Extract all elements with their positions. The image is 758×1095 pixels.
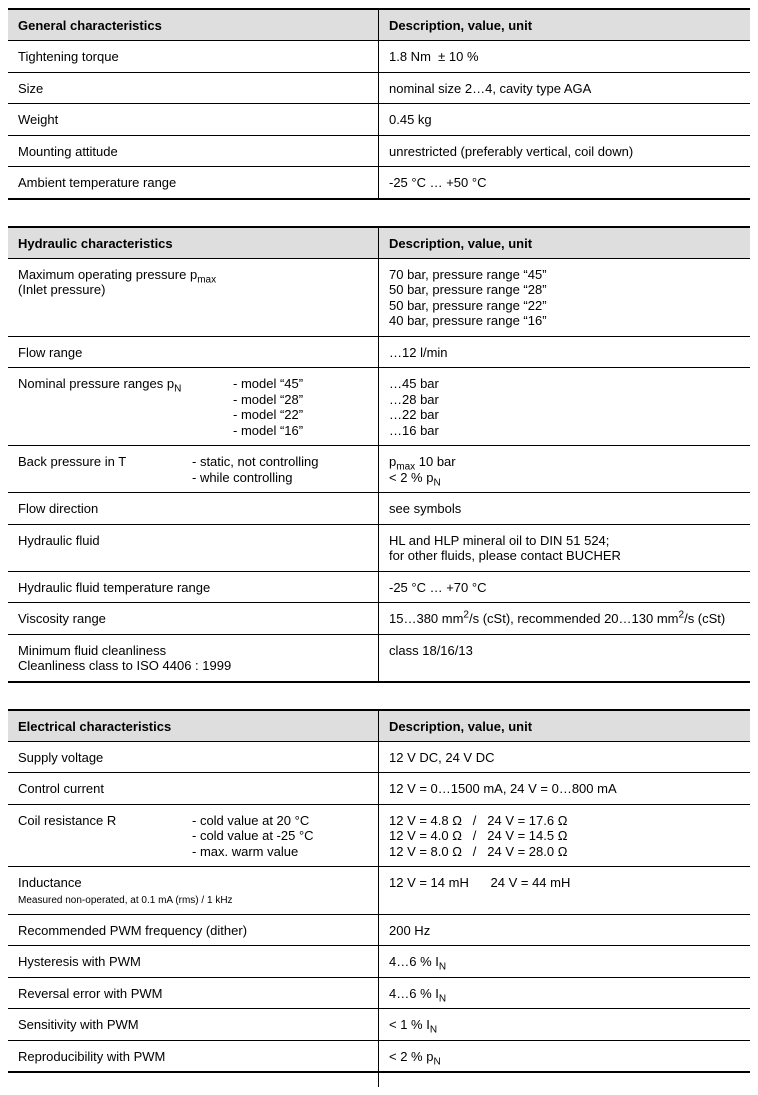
table-row (8, 1009, 750, 1041)
property-label: Mounting attitude (18, 143, 118, 159)
property-label: Back pressure in T - static, not controlling - while controlling (18, 454, 319, 485)
property-value: 12 V DC, 24 V DC (389, 749, 495, 765)
property-value: -25 °C … +50 °C (389, 175, 487, 190)
property-value: …12 l/min (389, 344, 448, 360)
property-label: Hysteresis with PWM (18, 954, 141, 969)
general-characteristics-table (8, 8, 750, 200)
table-row (8, 446, 750, 493)
property-label: Reproducibility with PWM (18, 1048, 166, 1064)
sub-label: - model “16” (233, 422, 304, 438)
table-header-row (8, 228, 750, 259)
property-value: 4…6 % $I_N$ (378, 946, 750, 977)
property-value: -25 °C … +70 °C (389, 579, 487, 595)
property-value: HL and HLP mineral oil to DIN 51 524; for other fluids, please contact BUCHER (378, 525, 750, 571)
property-label: Flow direction (18, 501, 99, 516)
sub-label: - while controlling (192, 469, 293, 485)
property-value: see symbols (389, 501, 462, 516)
property-label: Supply voltage (18, 749, 104, 765)
property-label: Nominal pressure ranges $p_N$ - model “45” - model “28” - model “22” - model “16” (18, 376, 304, 438)
property-value: 70 bar, pressure range “45” 50 bar, pressure range “28” 50 bar, pressure range “22” 40 bar, pressure range “16” (378, 259, 750, 336)
table-row (8, 136, 750, 168)
table-header-row (8, 711, 750, 742)
property-value: $p_{max}$ 10 bar < 2 % $p_N$ (378, 446, 750, 492)
table-row (8, 867, 750, 915)
electrical-characteristics-table (8, 709, 750, 1074)
table-header-row (8, 10, 750, 41)
table-row (8, 259, 750, 337)
sub-label: - max. warm value (192, 843, 299, 859)
property-label: Ambient temperature range (18, 175, 177, 190)
sub-label: - cold value at 20 °C (192, 812, 310, 828)
table-row (8, 773, 750, 805)
table-row (8, 572, 750, 604)
table-row (8, 337, 750, 369)
property-value: 12 V = 0…1500 mA, 24 V = 0…800 mA (389, 781, 617, 796)
property-label: Inductance Measured non-operated, at 0.1 mA (rms) / 1 kHz (8, 867, 378, 914)
property-value: 200 Hz (389, 922, 431, 938)
property-label: Recommended PWM frequency (dither) (18, 922, 248, 938)
property-value: 15…380 $mm^2/s$ (cSt), recommended 20…130 $mm^2/s$ (cSt) (378, 603, 750, 634)
hydraulic-characteristics-table (8, 226, 750, 683)
property-label: Size (18, 80, 44, 96)
table-header-property: General characteristics (18, 18, 162, 33)
property-value: 0.45 kg (389, 112, 432, 127)
property-value: 1.8 Nm ± 10 % (389, 49, 479, 64)
property-label: Flow range (18, 344, 83, 360)
property-label: Coil resistance R - cold value at 20 °C - cold value at -25 °C - max. warm value (18, 812, 314, 859)
table-header-value: Description, value, unit (378, 10, 750, 40)
table-header-property: Hydraulic characteristics (18, 235, 173, 251)
table-header-property: Electrical characteristics (18, 718, 172, 734)
property-label: Minimum fluid cleanliness Cleanliness class to ISO 4406 : 1999 (18, 642, 232, 673)
table-row (8, 41, 750, 73)
table-row (8, 167, 750, 198)
property-value: 12 V = 4.8 Ω / 24 V = 17.6 Ω 12 V = 4.0 Ω / 24 V = 14.5 Ω 12 V = 8.0 Ω / 24 V = 28.0 Ω (378, 805, 750, 867)
table-row (8, 805, 750, 868)
sub-label: - model “22” (233, 407, 304, 422)
table-row (8, 915, 750, 947)
table-row (8, 525, 750, 572)
property-value: nominal size 2…4, cavity type AGA (389, 80, 592, 96)
property-value: 4…6 % $I_N$ (378, 978, 750, 1009)
property-label: Hydraulic fluid (18, 532, 100, 548)
sub-label: - static, not controlling (192, 454, 319, 469)
table-header-value: Description, value, unit (378, 228, 750, 258)
property-value: < 1 % $I_N$ (378, 1009, 750, 1040)
table-row (8, 493, 750, 525)
property-value: class 18/16/13 (389, 642, 473, 658)
property-label: Viscosity range (18, 611, 106, 626)
sub-label: - cold value at -25 °C (192, 828, 314, 843)
table-row (8, 978, 750, 1010)
property-value: …45 bar …28 bar …22 bar …16 bar (378, 368, 750, 445)
property-label: Reversal error with PWM (18, 985, 163, 1001)
property-value: < 2 % $p_N$ (378, 1041, 750, 1072)
property-label: Control current (18, 781, 104, 796)
measurement-note: Measured non-operated, at 0.1 mA (rms) / 1 kHz (18, 894, 233, 906)
table-row (8, 742, 750, 774)
table-row (8, 1041, 750, 1072)
table-row (8, 946, 750, 978)
property-label: Tightening torque (18, 49, 119, 64)
property-label: Hydraulic fluid temperature range (18, 579, 211, 595)
property-value: 12 V = 14 mH 24 V = 44 mH (389, 875, 571, 890)
sub-label: - model “45” (233, 376, 304, 391)
sub-label: - model “28” (233, 391, 304, 407)
table-row (8, 635, 750, 681)
column-divider-overhang (378, 1073, 379, 1087)
table-row (8, 368, 750, 446)
property-label: Maximum operating pressure $p_{max}$ (Inlet pressure) (18, 266, 217, 297)
table-row (8, 603, 750, 635)
table-header-value: Description, value, unit (378, 711, 750, 741)
property-label: Weight (18, 112, 59, 127)
table-row (8, 104, 750, 136)
property-value: unrestricted (preferably vertical, coil down) (389, 143, 634, 159)
table-row (8, 73, 750, 105)
property-label: Sensitivity with PWM (18, 1017, 139, 1032)
